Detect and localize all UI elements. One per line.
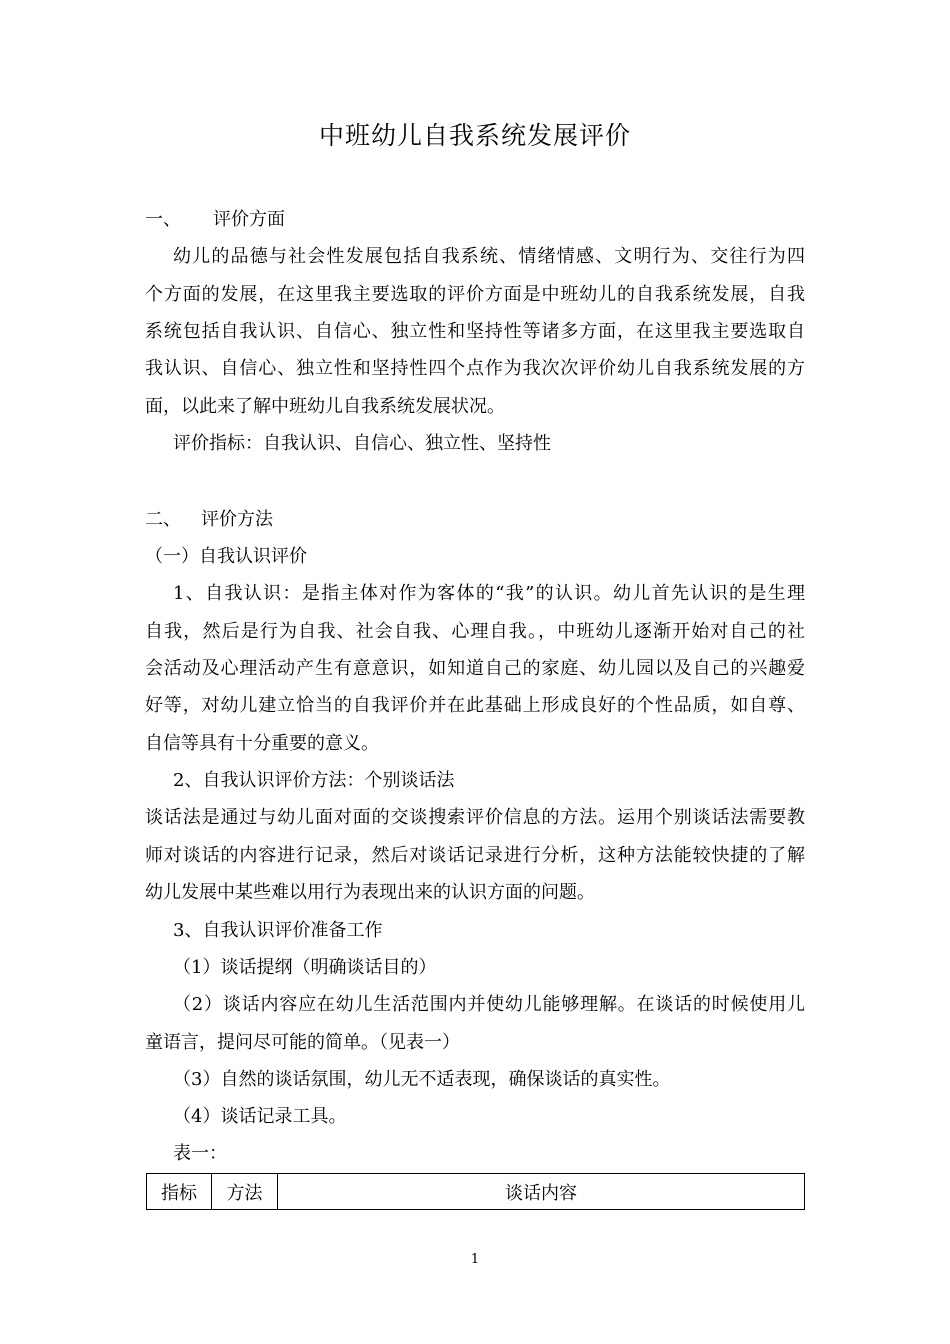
paragraph-line: 个方面的发展，在这里我主要选取的评价方面是中班幼儿的自我系统发展，自我 — [145, 284, 805, 305]
prep-item: （3）自然的谈话氛围，幼儿无不适表现，确保谈话的真实性。 — [173, 1069, 671, 1090]
section2-heading — [145, 509, 815, 531]
item-heading: 2、自我认识评价方法：个别谈话法 — [173, 770, 455, 791]
paragraph-line: 我认识、自信心、独立性和坚持性四个点作为我次次评价幼儿自我系统发展的方 — [145, 358, 805, 379]
item-heading: 3、自我认识评价准备工作 — [173, 920, 383, 941]
prep-item: （1）谈话提纲（明确谈话目的） — [173, 957, 437, 978]
section1-heading — [145, 209, 815, 231]
paragraph-line: 自我，然后是行为自我、社会自我、心理自我。，中班幼儿逐渐开始对自己的社 — [145, 621, 805, 642]
section1-heading-text: 评价方面 — [213, 209, 285, 230]
paragraph-line: 自信等具有十分重要的意义。 — [145, 733, 379, 754]
paragraph-line: 系统包括自我认识、自信心、独立性和坚持性等诸多方面，在这里我主要选取自 — [145, 321, 805, 342]
page-number: 1 — [470, 1252, 480, 1267]
document-title: 中班幼儿自我系统发展评价 — [318, 121, 631, 150]
table-header-cell: 指标 — [147, 1174, 212, 1209]
section1-number: 一、 — [145, 209, 181, 230]
evaluation-indicators: 评价指标：自我认识、自信心、独立性、坚持性 — [173, 433, 551, 454]
prep-item: （2）谈话内容应在幼儿生活范围内并使幼儿能够理解。在谈话的时候使用儿 — [173, 994, 805, 1015]
table-header-cell: 谈话内容 — [505, 1182, 577, 1204]
table-label: 表一： — [173, 1143, 227, 1164]
paragraph-line: 幼儿发展中某些难以用行为表现出来的认识方面的问题。 — [145, 882, 595, 903]
table-header-cell: 方法 — [212, 1174, 278, 1209]
paragraph-line: 1、自我认识：是指主体对作为客体的“我”的认识。幼儿首先认识的是生理 — [173, 583, 805, 604]
subsection-heading: （一）自我认识评价 — [145, 546, 307, 567]
prep-item: （4）谈话记录工具。 — [173, 1106, 347, 1127]
conversation-table — [146, 1173, 805, 1210]
section2-heading-text: 评价方法 — [201, 509, 273, 530]
paragraph-line: 幼儿的品德与社会性发展包括自我系统、情绪情感、文明行为、交往行为四 — [173, 246, 805, 267]
paragraph-line: 谈话法是通过与幼儿面对面的交谈搜索评价信息的方法。运用个别谈话法需要教 — [145, 807, 805, 828]
paragraph-line: 好等，对幼儿建立恰当的自我评价并在此基础上形成良好的个性品质，如自尊、 — [145, 695, 805, 716]
prep-item: 童语言，提问尽可能的简单。（见表一） — [145, 1032, 460, 1053]
paragraph-line: 会活动及心理活动产生有意意识，如知道自己的家庭、幼儿园以及自己的兴趣爱 — [145, 658, 805, 679]
paragraph-line: 面，以此来了解中班幼儿自我系统发展状况。 — [145, 396, 505, 417]
section2-number: 二、 — [145, 509, 181, 530]
paragraph-line: 师对谈话的内容进行记录，然后对谈话记录进行分析，这种方法能较快捷的了解 — [145, 845, 805, 866]
